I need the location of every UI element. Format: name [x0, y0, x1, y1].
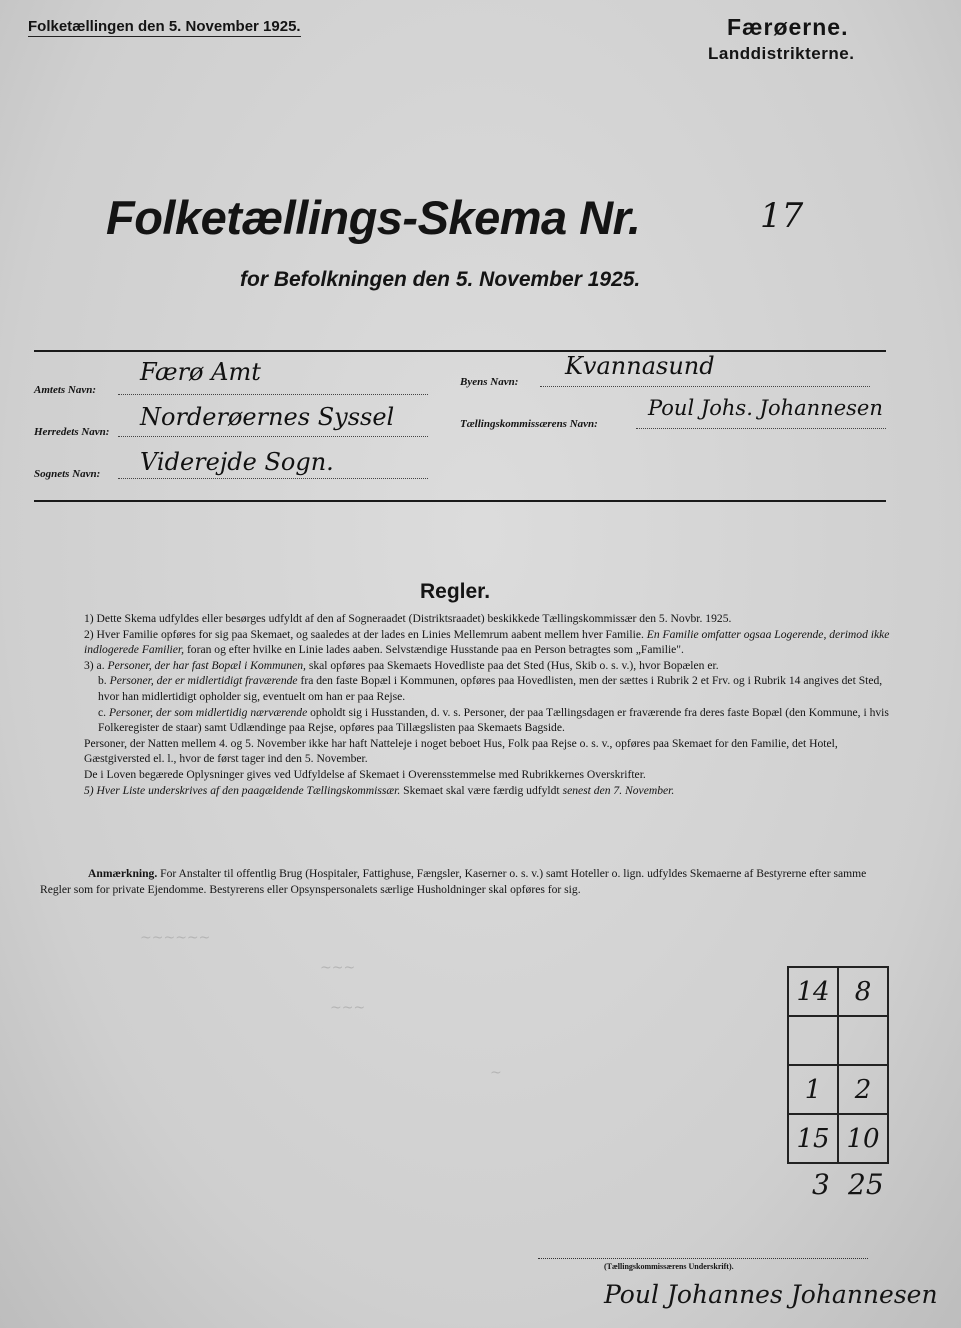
signature: Poul Johannes Johannesen	[604, 1280, 938, 1309]
bleed-through-mark: ~	[490, 1065, 502, 1081]
tally-cell: 15	[788, 1114, 838, 1163]
remark-label: Anmærkning.	[88, 867, 158, 880]
tally-row	[788, 967, 888, 1016]
signature-line	[538, 1258, 868, 1259]
kommissaer-value: Poul Johs. Johannesen	[648, 396, 883, 420]
herred-value: Norderøernes Syssel	[140, 403, 395, 431]
amt-line	[118, 394, 428, 395]
tally-cell: 8	[838, 967, 888, 1016]
rule-2: 2) Hver Familie opføres for sig paa Skemaet, og saaledes at der lades en Linies Mellemrum aabent mellem hver Familie. En Familie omfatter ogsaa Logerende, derimod ikke indlogerede Familier, foran og efter hvilke en Linie lades aaben. Selvstændige Husstande paa en Person betragtes som „Familie".	[84, 627, 890, 657]
census-date-header: Folketællingen den 5. November 1925.	[28, 18, 301, 35]
tally-cell: 14	[788, 967, 838, 1016]
rules-title: Regler.	[420, 580, 491, 603]
rule-3a: 3) a. Personer, der har fast Bopæl i Kommunen, skal opføres paa Skemaets Hovedliste paa det Sted (Hus, Skib o. s. v.), hvor Bopælen er.	[84, 658, 719, 672]
bleed-through-mark: ~~~	[330, 1000, 366, 1016]
region-title: Færøerne.	[727, 14, 849, 40]
herred-line	[118, 436, 428, 437]
tally-cell: 10	[838, 1114, 888, 1163]
top-divider	[34, 350, 886, 352]
remark	[40, 866, 892, 898]
remark-text: For Anstalter til offentlig Brug (Hospitaler, Fattighuse, Fængsler, Kaserner o. s. v.) samt Hoteller o. lign. udfyldes Skemaerne af Bestyrerne efter samme Regler som for private Ejendomme. Bestyrerens eller Opsynspersonalets særlige Husholdninger skal opføres for sig.	[40, 867, 867, 896]
form-subtitle: for Befolkningen den 5. November 1925.	[240, 268, 641, 291]
rule-3b: b. Personer, der er midlertidigt fraværende fra den faste Bopæl i Kommunen, opføres paa Hovedlisten, men der sættes i Rubrik 2 et Frv. og i Rubrik 14 angives det Sted, hvor han midlertidigt opholder sig, eventuelt om han er paa Rejse.	[98, 674, 883, 703]
bleed-through-mark: ~~~	[320, 960, 356, 976]
sogn-label: Sognets Navn:	[34, 468, 101, 480]
tally-row	[788, 1016, 888, 1065]
kommissaer-label: Tællingskommissærens Navn:	[460, 418, 598, 430]
tally-cell: 1	[788, 1065, 838, 1114]
tally-cell: 2	[838, 1065, 888, 1114]
form-title: Folketællings-Skema Nr.	[106, 191, 641, 244]
rule-4: De i Loven begærede Oplysninger gives ved Udfyldelse af Skemaet i Overensstemmelse med Rubrikkernes Overskrifter.	[84, 767, 646, 781]
tally-row	[788, 1065, 888, 1114]
form-number: 17	[760, 196, 804, 236]
tally-cell	[788, 1016, 838, 1065]
by-label: Byens Navn:	[460, 376, 519, 388]
amt-value: Færø Amt	[140, 358, 261, 386]
tally-grid	[787, 966, 889, 1164]
rule-1: 1) Dette Skema udfyldes eller besørges udfyldt af den af Sogneraadet (Distriktsraadet) beskikkede Tællingskommissær den 5. Novbr. 1925.	[84, 612, 732, 625]
sogn-value: Viderejde Sogn.	[140, 448, 334, 476]
rule-3d: Personer, der Natten mellem 4. og 5. November ikke har haft Natteleje i noget beboet Hus, Folk paa Rejse o. s. v., opføres paa Skemaet for den Familie, det Hotel, Gæstgiversted el. l., hvor de først tager ind den 5. November.	[84, 736, 838, 766]
bleed-through-mark: ~~~~~~	[140, 930, 211, 946]
tally-total-left: 3	[812, 1168, 830, 1201]
rules-text	[36, 611, 892, 798]
bottom-divider	[34, 500, 886, 502]
tally-total-right: 25	[848, 1168, 884, 1201]
rule-5: 5) Hver Liste underskrives af den paagældende Tællingskommissær. Skemaet skal være færdig udfyldt senest den 7. November.	[84, 783, 675, 797]
region-subtitle: Landdistrikterne.	[708, 44, 855, 63]
rule-3c: c. Personer, der som midlertidig nærværende opholdt sig i Husstanden, d. v. s. Personer, der paa Tællingsdagen er fraværende fra deres faste Bopæl (den Kommune, i hvis Folkeregister de staar) samt Udlændinge paa Rejse, opføres paa Tillægslisten paa Skemaets Bagside.	[98, 705, 889, 735]
by-value: Kvannasund	[565, 352, 715, 380]
sogn-line	[118, 478, 428, 479]
kommissaer-line	[636, 428, 886, 429]
herred-label: Herredets Navn:	[34, 426, 110, 438]
by-line	[540, 386, 870, 387]
tally-row	[788, 1114, 888, 1163]
tally-cell	[838, 1016, 888, 1065]
signature-label: (Tællingskommissærens Underskrift).	[604, 1262, 734, 1271]
amt-label: Amtets Navn:	[34, 384, 97, 396]
